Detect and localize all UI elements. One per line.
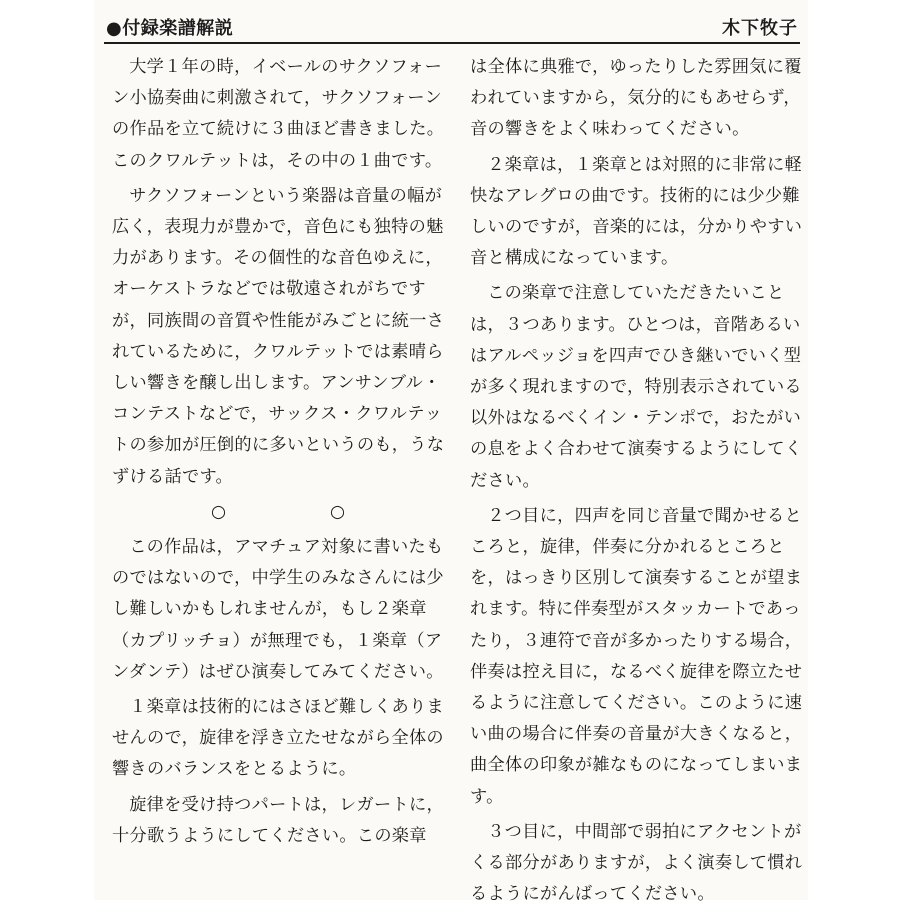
paragraph: この楽章で注意していただきたいことは，３つあります。ひとつは，音階あるいはアルペッジョを四声でひき継いでいく型が多く現れますので，特別表示されている以外はなるべくイン・テンポで，おたがいの息をよく合わせて演奏するようにしてください。: [470, 283, 803, 491]
paragraph: は全体に典雅で，ゆったりした雰囲気に覆われていますから，気分的にもあせらず，音の響きをよく味わってください。: [470, 57, 802, 140]
article-header: [104, 8, 800, 44]
paragraph: サクソフォーンという楽器は音量の幅が広く，表現力が豊かで，音色にも独特の魅力があります。その個性的な音色ゆえに，オーケストラなどでは敬遠されがちですが，同族間の音質や性能がみごとに統一されているために，クワルテットでは素晴らしい響きを醸し出します。アンサンブル・コンテストなどで，サックス・クワルテットの参加が圧倒的に多いというのも，うなずける話です。: [112, 185, 445, 487]
paragraph: ２楽章は，１楽章とは対照的に非常に軽快なアレグロの曲です。技術的には少少難しいのですが，音楽的には，分かりやすい音と構成になっています。: [470, 154, 803, 269]
paragraph: ２つ目に，四声を同じ音量で聞かせるところと，旋律，伴奏に分かれるところとを，はっきり区別して演奏することが望まれます。特に伴奏型がスタッカートであったり，３連符で音が多かったりする場合，伴奏は控え目に，なるべく旋律を際立たせるように注意してください。このように速い曲の場合に伴奏の音量が大きくなると，曲全体の印象が雑なものになってしまいます。: [470, 505, 803, 807]
paragraph: この作品は，アマチュア対象に書いたものではないので，中学生のみなさんには少し難しいかもしれませんが，もし２楽章（カプリッチョ）が無理でも，１楽章（アンダンテ）はぜひ演奏してみてください。: [112, 537, 444, 682]
circle-mark: ○: [211, 501, 234, 522]
paragraph: １楽章は技術的にはさほど難しくありませんので，旋律を浮き立たせながら全体の響きのバランスをとるように。: [112, 697, 444, 780]
right-column: [470, 52, 810, 914]
paragraph: 旋律を受け持つパートは，レガートに，十分歌うようにしてください。この楽章: [112, 794, 444, 846]
circle-mark: ○: [330, 501, 353, 522]
author-name: 木下牧子: [722, 18, 798, 39]
paragraph: ３つ目に，中間部で弱拍にアクセントがくる部分がありますが，よく演奏して慣れるようにがんばってください。: [470, 821, 803, 905]
header-rule: [104, 42, 800, 44]
section-separator: [112, 497, 452, 528]
paragraph: 大学１年の時，イベールのサクソフォーン小協奏曲に刺激されて，サクソフォーンの作品を立て続けに３曲ほど書きました。このクワルテットは，その中の１曲です。: [112, 57, 445, 171]
article-title: ●付録楽譜解説: [106, 18, 234, 39]
left-column: [112, 52, 452, 856]
